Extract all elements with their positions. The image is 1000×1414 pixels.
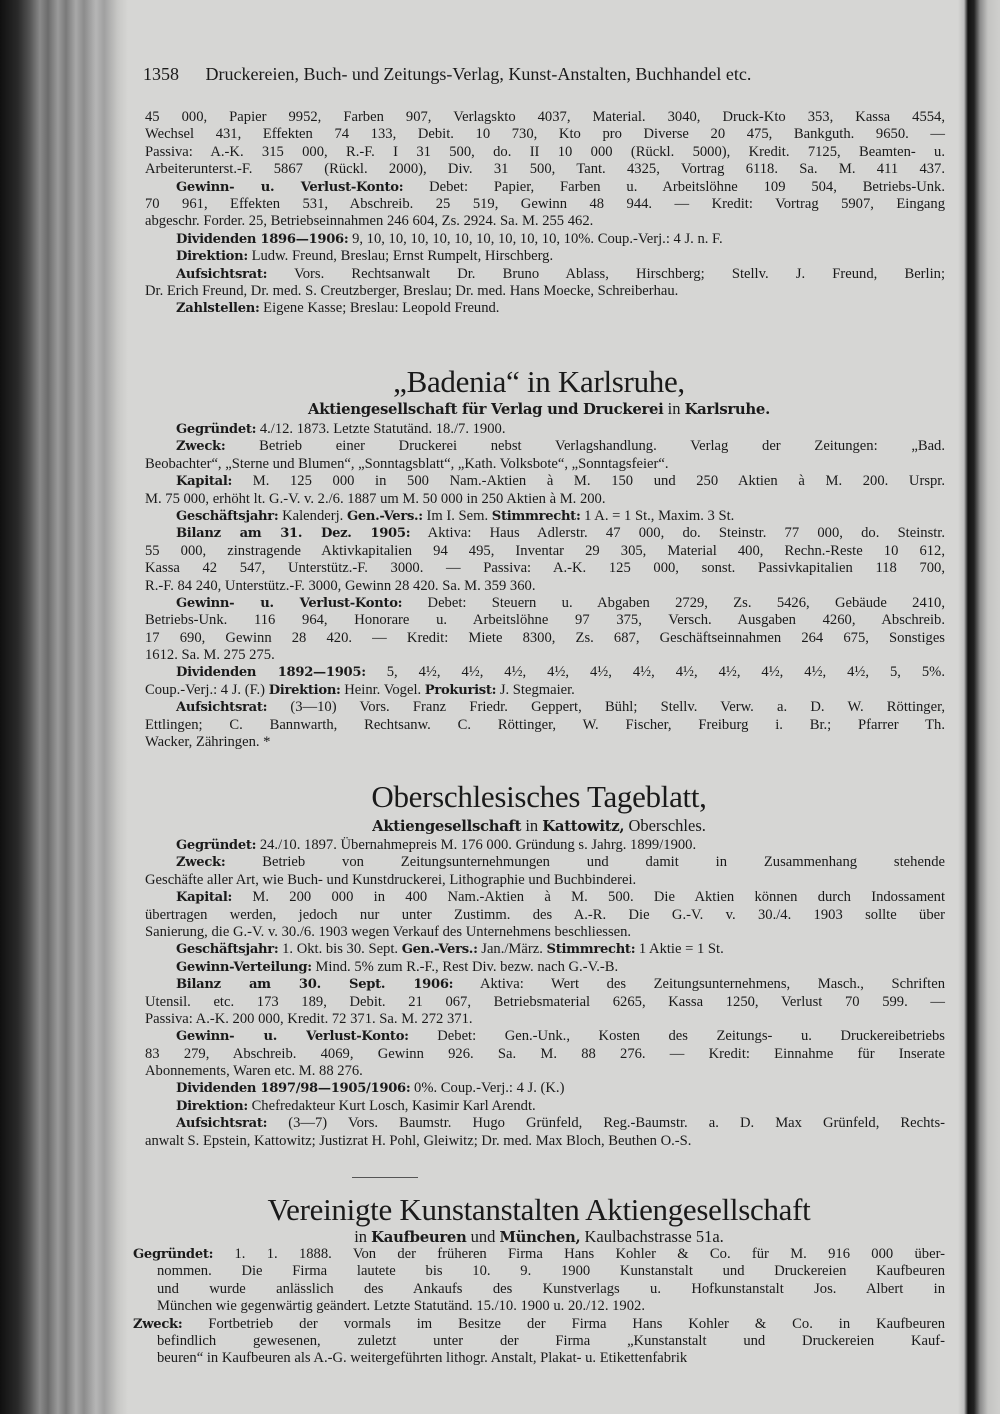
text-line [145, 1063, 945, 1080]
text-line [145, 144, 945, 161]
field-text: Geschäfte aller Art, wie Buch- und Kunstdruckerei, Lithographie und Buchbinderei. [145, 871, 637, 888]
entry-badenia [145, 421, 945, 751]
field-text: Mind. 5% zum R.-F., Rest Div. bezw. nach G.-V.-B. [311, 958, 619, 975]
text-line [145, 630, 945, 647]
field-label: Kapital: [176, 890, 233, 906]
field-text: Im I. Sem. [422, 507, 492, 524]
text-line [145, 872, 945, 889]
field-label: Aufsichtsrat: [176, 1116, 268, 1132]
field-text: Beobachter“, „Sterne und Blumen“, „Sonntagsblatt“, „Kath. Volksbote“, „Sonntagsfeier“. [145, 455, 669, 472]
field-text: Ettlingen; C. Bannwarth, Rechtsanw. C. Röttinger, W. Fischer, Freiburg i. Br.; Pfarrer Th. [145, 716, 945, 733]
field-text: übertragen werden, jedoch nur unter Zustimm. des A.-R. Die G.-V. v. 30./4. 1903 sollte über [145, 906, 945, 923]
entry-subtitle [133, 1227, 945, 1247]
field-text: Vors. Rechtsanwalt Dr. Bruno Ablass, Hirschberg; Stellv. J. Freund, Berlin; [267, 265, 945, 282]
field-text: Kassa 42 547, Unterstütz.-F. 3000. — Passiva: A.-K. 125 000, sonst. Passivkapitalien 118 700, [145, 560, 945, 577]
field-text: 9, 10, 10, 10, 10, 10, 10, 10, 10, 10, 10%. Coup.-Verj.: 4 J. n. F. [348, 230, 723, 247]
text-line [145, 1011, 945, 1028]
text-line [145, 508, 945, 525]
text-line [145, 647, 945, 664]
field-text: Arbeiterunterst.-F. 5867 (Rückl. 2000), Div. 31 500, Tant. 4325, Vortrag 6118. Sa. M. 411 437. [145, 161, 945, 178]
field-text: Kaulbachstrasse 51a. [580, 1227, 724, 1246]
field-text: Coup.-Verj.: 4 J. (F.) [145, 681, 269, 698]
field-label: Dividenden 1896—1906: [176, 231, 349, 247]
field-label: Gen.-Vers.: [346, 508, 423, 524]
field-text: M. 125 000 in 500 Nam.-Aktien à M. 150 und 250 Aktien à M. 200. Urspr. [232, 473, 945, 490]
text-line [145, 473, 945, 490]
entry-title: Oberschlesisches Tageblatt, [371, 779, 707, 814]
field-text: Jan./März. [477, 941, 547, 958]
text-line [145, 525, 945, 542]
field-label: Bilanz am 30. Sept. 1906: [176, 977, 454, 993]
text-line [145, 109, 945, 126]
field-label: Gewinn- u. Verlust-Konto: [176, 595, 403, 611]
field-text: Aktiva: Haus Adlerstr. 47 000, do. Steinstr. 77 000, do. Steinstr. [410, 525, 946, 542]
field-label: Gen.-Vers.: [401, 942, 478, 958]
text-line [145, 300, 945, 317]
text-line [145, 699, 945, 716]
field-text: J. Stegmaier. [496, 681, 575, 698]
section-divider [352, 1177, 418, 1178]
field-label: Geschäftsjahr: [176, 508, 279, 524]
field-text: 45 000, Papier 9952, Farben 907, Verlagskto 4037, Material. 3040, Druck-Kto 353, Kassa 4554, [145, 109, 945, 125]
field-text: 70 961, Effekten 531, Abschreib. 25 519, Gewinn 48 944. — Kredit: Vortrag 5907, Eingang [145, 195, 945, 212]
field-label: Aktiengesellschaft für Verlag und Druckerei [308, 400, 664, 418]
running-title: Druckereien, Buch- und Zeitungs-Verlag, Kunst-Anstalten, Buchhandel etc. [205, 64, 752, 84]
field-label: Zweck: [133, 1316, 183, 1332]
field-text: Debet: Papier, Farben u. Arbeitslöhne 109 504, Betriebs-Unk. [403, 178, 945, 195]
field-label: Kattowitz, [542, 817, 625, 835]
entry-oberschlesisches-tageblatt [145, 837, 945, 1150]
field-text: (3—7) Vors. Baumstr. Hugo Grünfeld, Reg.-Baumstr. a. D. Max Grünfeld, Rechts- [267, 1115, 945, 1132]
text-line [145, 1133, 945, 1150]
field-text: Debet: Gen.-Unk., Kosten des Zeitungs- u. Druckereibetriebs [408, 1028, 945, 1045]
text-line [145, 126, 945, 143]
text-line [145, 456, 945, 473]
field-label: Geschäftsjahr: [176, 942, 279, 958]
page-number: 1358 [143, 64, 179, 84]
text-line [133, 1246, 945, 1263]
field-text: M. 200 000 in 400 Nam.-Aktien à M. 500. Die Aktien können durch Indossament [232, 889, 945, 906]
field-label: Gewinn-Verteilung: [176, 959, 312, 975]
text-line [145, 248, 945, 265]
field-text: Betrieb von Zeitungsunternehmungen und damit in Zusammenhang stehende [225, 854, 945, 871]
field-text: 1 Aktie = 1 St. [635, 941, 724, 958]
field-label: Direktion: [176, 1098, 248, 1114]
text-line [145, 941, 945, 958]
field-label: Aufsichtsrat: [176, 266, 268, 282]
field-text: Dr. Erich Freund, Dr. med. S. Creutzberger, Breslau; Dr. med. Hans Moecke, Schreiberhau. [145, 282, 679, 299]
text-line [145, 231, 945, 248]
text-line [145, 595, 945, 612]
text-line [133, 1350, 945, 1367]
text-line [145, 682, 945, 699]
text-line [145, 1080, 945, 1097]
text-line [133, 1333, 945, 1350]
field-label: Prokurist: [424, 682, 497, 698]
field-label: Dividenden 1892—1905: [176, 665, 366, 681]
text-line [145, 717, 945, 734]
field-label: Aktiengesellschaft [372, 817, 522, 835]
field-label: Gegründet: [176, 422, 257, 437]
field-text: Oberschles. [624, 816, 706, 835]
continued-entry [145, 109, 945, 318]
text-line [133, 1298, 945, 1315]
text-line [145, 959, 945, 976]
text-line [145, 854, 945, 871]
text-line [145, 161, 945, 178]
field-text: abgeschr. Forder. 25, Betriebseinnahmen 246 604, Zs. 2924. Sa. M. 255 462. [145, 213, 594, 230]
field-text: Eigene Kasse; Breslau: Leopold Freund. [259, 300, 500, 317]
field-text: 55 000, zinstragende Aktivkapitalien 94 495, Inventar 29 305, Material 400, Rechn.-Reste 10 612, [145, 542, 945, 559]
field-text: und [466, 1227, 500, 1246]
field-text: Sanierung, die G.-V. v. 30./6. 1903 wegen Verkauf des Unternehmens beschliessen. [145, 923, 632, 940]
text-line [145, 994, 945, 1011]
field-text: befindlich gewesenen, zuletzt unter der Firma „Kunstanstalt und Druckereien Kauf- [157, 1332, 945, 1349]
field-text: Debet: Steuern u. Abgaben 2729, Zs. 5426, Gebäude 2410, [402, 594, 945, 611]
field-text: Passiva: A.-K. 200 000, Kredit. 72 371. Sa. M. 272 371. [145, 1010, 473, 1027]
text-line [145, 283, 945, 300]
field-text: Heinr. Vogel. [340, 681, 425, 698]
field-text: nommen. Die Firma lautete bis 10. 9. 1900 Kunstanstalt und Druckereien Kaufbeuren [157, 1263, 945, 1280]
field-text: 4./12. 1873. Letzte Statutänd. 18./7. 1900. [256, 421, 506, 437]
field-text: Aktiva: Wert des Zeitungsunternehmens, Masch., Schriften [453, 976, 945, 993]
field-text: 24./10. 1897. Übernahmepreis M. 176 000. Gründung s. Jahrg. 1899/1900. [256, 837, 697, 853]
entry-title: Vereinigte Kunstanstalten Aktiengesellschaft [267, 1192, 811, 1227]
text-line [145, 664, 945, 681]
text-line [145, 578, 945, 595]
field-text: 1. Okt. bis 30. Sept. [278, 941, 402, 958]
entry-subtitle [133, 399, 945, 419]
entry-title: „Badenia“ in Karlsruhe, [393, 364, 685, 399]
field-text: Kalenderj. [278, 507, 347, 524]
text-line [145, 491, 945, 508]
field-text: 17 690, Gewinn 28 420. — Kredit: Miete 8300, Zs. 687, Geschäftseinnahmen 264 675, Sonstiges [145, 629, 945, 646]
field-text: beuren“ in Kaufbeuren als A.-G. weitergeführten lithogr. Anstalt, Plakat- u. Etikettenfabrik [157, 1350, 688, 1367]
field-text: Passiva: A.-K. 315 000, R.-F. I 31 500, do. II 10 000 (Rückl. 5000), Kredit. 7125, Beamten- u. [145, 143, 945, 160]
adjacent-page-edge [958, 0, 1000, 1414]
field-label: Dividenden 1897/98—1905/1906: [176, 1081, 411, 1097]
field-label: Stimmrecht: [546, 942, 636, 958]
field-label: Direktion: [268, 682, 341, 698]
entry-subtitle [133, 816, 945, 836]
field-label: Gegründet: [176, 838, 257, 853]
field-text: 1612. Sa. M. 275 275. [145, 647, 275, 664]
field-label: Bilanz am 31. Dez. 1905: [176, 526, 411, 542]
field-label: Zahlstellen: [176, 301, 260, 317]
text-line [145, 1046, 945, 1063]
text-line [145, 1028, 945, 1045]
field-text: Utensil. etc. 173 189, Debit. 21 067, Betriebsmaterial 6265, Kassa 1250, Verlust 70 599. — [145, 993, 945, 1010]
field-label: Zweck: [176, 855, 226, 871]
text-line [145, 266, 945, 283]
field-text: M. 75 000, erhöht lt. G.-V. v. 2./6. 1887 um M. 50 000 in 250 Aktien à M. 200. [145, 490, 606, 507]
field-text: anwalt S. Epstein, Kattowitz; Justizrat H. Pohl, Gleiwitz; Dr. med. Max Bloch, Beuthen O.-S. [145, 1132, 692, 1149]
field-text: 5, 4½, 4½, 4½, 4½, 4½, 4½, 4½, 4½, 4½, 4½, 4½, 5, 5%. [365, 664, 945, 681]
field-label: Zweck: [176, 439, 226, 455]
field-label: Gewinn- u. Verlust-Konto: [176, 1029, 409, 1045]
field-text: in [521, 816, 543, 835]
field-text: Fortbetrieb der vormals im Besitze der Firma Hans Kohler & Co. in Kaufbeuren [182, 1315, 945, 1332]
field-text: Wacker, Zähringen. * [145, 734, 271, 751]
field-text: (3—10) Vors. Franz Friedr. Geppert, Bühl; Stellv. Verw. a. D. W. Röttinger, [267, 699, 945, 716]
field-text: und wurde anlässlich des Ankaufs des Kunstverlags u. Hofkunstanstalt Jos. Albert in [157, 1280, 945, 1297]
field-label: Gewinn- u. Verlust-Konto: [176, 179, 404, 195]
field-label: München, [499, 1228, 581, 1246]
field-label: Kapital: [176, 474, 233, 490]
field-text: in [663, 399, 685, 418]
field-text: Abonnements, Waren etc. M. 88 276. [145, 1063, 363, 1080]
field-text: Wechsel 431, Effekten 74 133, Debit. 10 730, Kto pro Diverse 20 475, Bankguth. 9650. — [145, 126, 945, 143]
field-text: 83 279, Abschreib. 4069, Gewinn 926. Sa. M. 88 276. — Kredit: Einnahme für Inserate [145, 1045, 945, 1062]
field-text: R.-F. 84 240, Unterstütz.-F. 3000, Gewinn 28 420. Sa. M. 359 360. [145, 577, 536, 594]
field-text: 1 A. = 1 St., Maxim. 3 St. [580, 507, 735, 524]
text-line [145, 612, 945, 629]
text-line [145, 907, 945, 924]
text-line [133, 1263, 945, 1280]
text-line [145, 213, 945, 230]
text-line [145, 1115, 945, 1132]
text-line [145, 438, 945, 455]
text-line [145, 837, 945, 854]
text-line [145, 179, 945, 196]
text-line [145, 421, 945, 438]
text-line [133, 1316, 945, 1333]
text-line [145, 560, 945, 577]
field-text: Chefredakteur Kurt Losch, Kasimir Karl Arendt. [247, 1097, 536, 1114]
field-label: Kaufbeuren [371, 1228, 467, 1246]
field-label: Karlsruhe. [684, 400, 770, 418]
entry-vereinigte-kunstanstalten [133, 1246, 945, 1368]
field-text: München wie gegenwärtig geändert. Letzte Statutänd. 15./10. 1900 u. 20./12. 1902. [157, 1298, 645, 1315]
field-text: 0%. Coup.-Verj.: 4 J. (K.) [410, 1080, 565, 1097]
field-text: Betrieb einer Druckerei nebst Verlagshandlung. Verlag der Zeitungen: „Bad. [225, 438, 945, 455]
text-line [145, 734, 945, 751]
text-line [145, 196, 945, 213]
field-text: 1. 1. 1888. Von der früheren Firma Hans Kohler & Co. für M. 916 000 über- [213, 1246, 945, 1262]
field-label: Direktion: [176, 249, 248, 265]
field-text: Betriebs-Unk. 116 964, Honorare u. Arbeitslöhne 97 375, Versch. Ausgaben 4260, Abschreib. [145, 612, 945, 629]
field-label: Gegründet: [133, 1247, 214, 1262]
field-text: in [354, 1227, 372, 1246]
text-line [145, 924, 945, 941]
text-line [145, 889, 945, 906]
text-line [145, 976, 945, 993]
field-label: Stimmrecht: [491, 508, 581, 524]
field-text: Ludw. Freund, Breslau; Ernst Rumpelt, Hirschberg. [247, 248, 554, 265]
text-line [133, 1281, 945, 1298]
text-line [145, 543, 945, 560]
field-label: Aufsichtsrat: [176, 700, 268, 716]
text-line [145, 1098, 945, 1115]
